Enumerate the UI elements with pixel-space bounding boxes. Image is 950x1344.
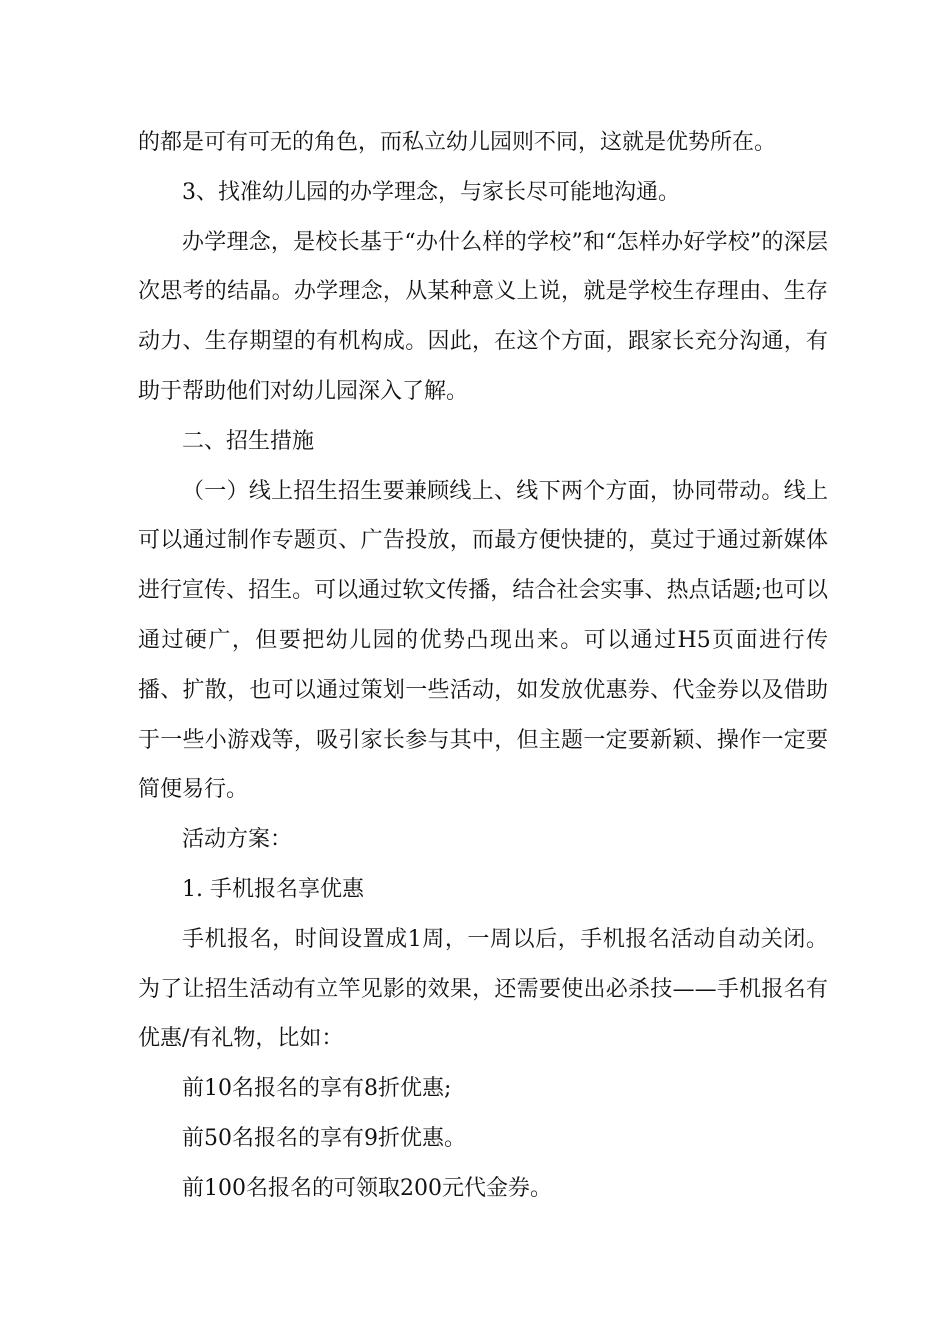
offer-line-2: 前50名报名的享有9折优惠。 (182, 1125, 466, 1151)
paragraph-1: 的都是可有可无的角色，而私立幼儿园则不同，这就是优势所在。 (138, 130, 777, 155)
paragraph-5: （一）线上招生招生要兼顾线上、线下两个方面，协同带动。线上可以通过制作专题页、广告投放，而最方便快捷的，莫过于通过新媒体进行宣传、招生。可以通过软文传播，结合社会实事、热点话题;也可以通过硬广，但要把幼儿园的优势凸现出来。可以通过H5页面进行传播、扩散，也可以通过策划一些活动，如发放优惠券、代金券以及借助于一些小游戏等，吸引家长参与其中，但主题一定要新颖、操作一定要简便易行。 (138, 478, 828, 803)
document-body (138, 118, 828, 1214)
paragraph-2: 3、找准幼儿园的办学理念，与家长尽可能地沟通。 (182, 179, 680, 205)
section-heading: 二、招生措施 (182, 428, 315, 454)
paragraph-8: 手机报名，时间设置成1周，一周以后，手机报名活动自动关闭。为了让招生活动有立竿见影的效果，还需要使出必杀技——手机报名有优惠/有礼物，比如： (138, 926, 828, 1052)
offer-line-3: 前100名报名的可领取200元代金券。 (182, 1175, 552, 1201)
paragraph-3: 办学理念，是校长基于“办什么样的学校”和“怎样办好学校”的深层次思考的结晶。办学理念，从某种意义上说，就是学校生存理由、生存动力、生存期望的有机构成。因此，在这个方面，跟家长充分沟通，有助于帮助他们对幼儿园深入了解。 (138, 229, 828, 404)
activity-plan-heading: 活动方案： (182, 827, 293, 853)
offer-line-1: 前10名报名的享有8折优惠; (182, 1076, 452, 1102)
list-item-heading: 1. 手机报名享优惠 (182, 876, 364, 902)
